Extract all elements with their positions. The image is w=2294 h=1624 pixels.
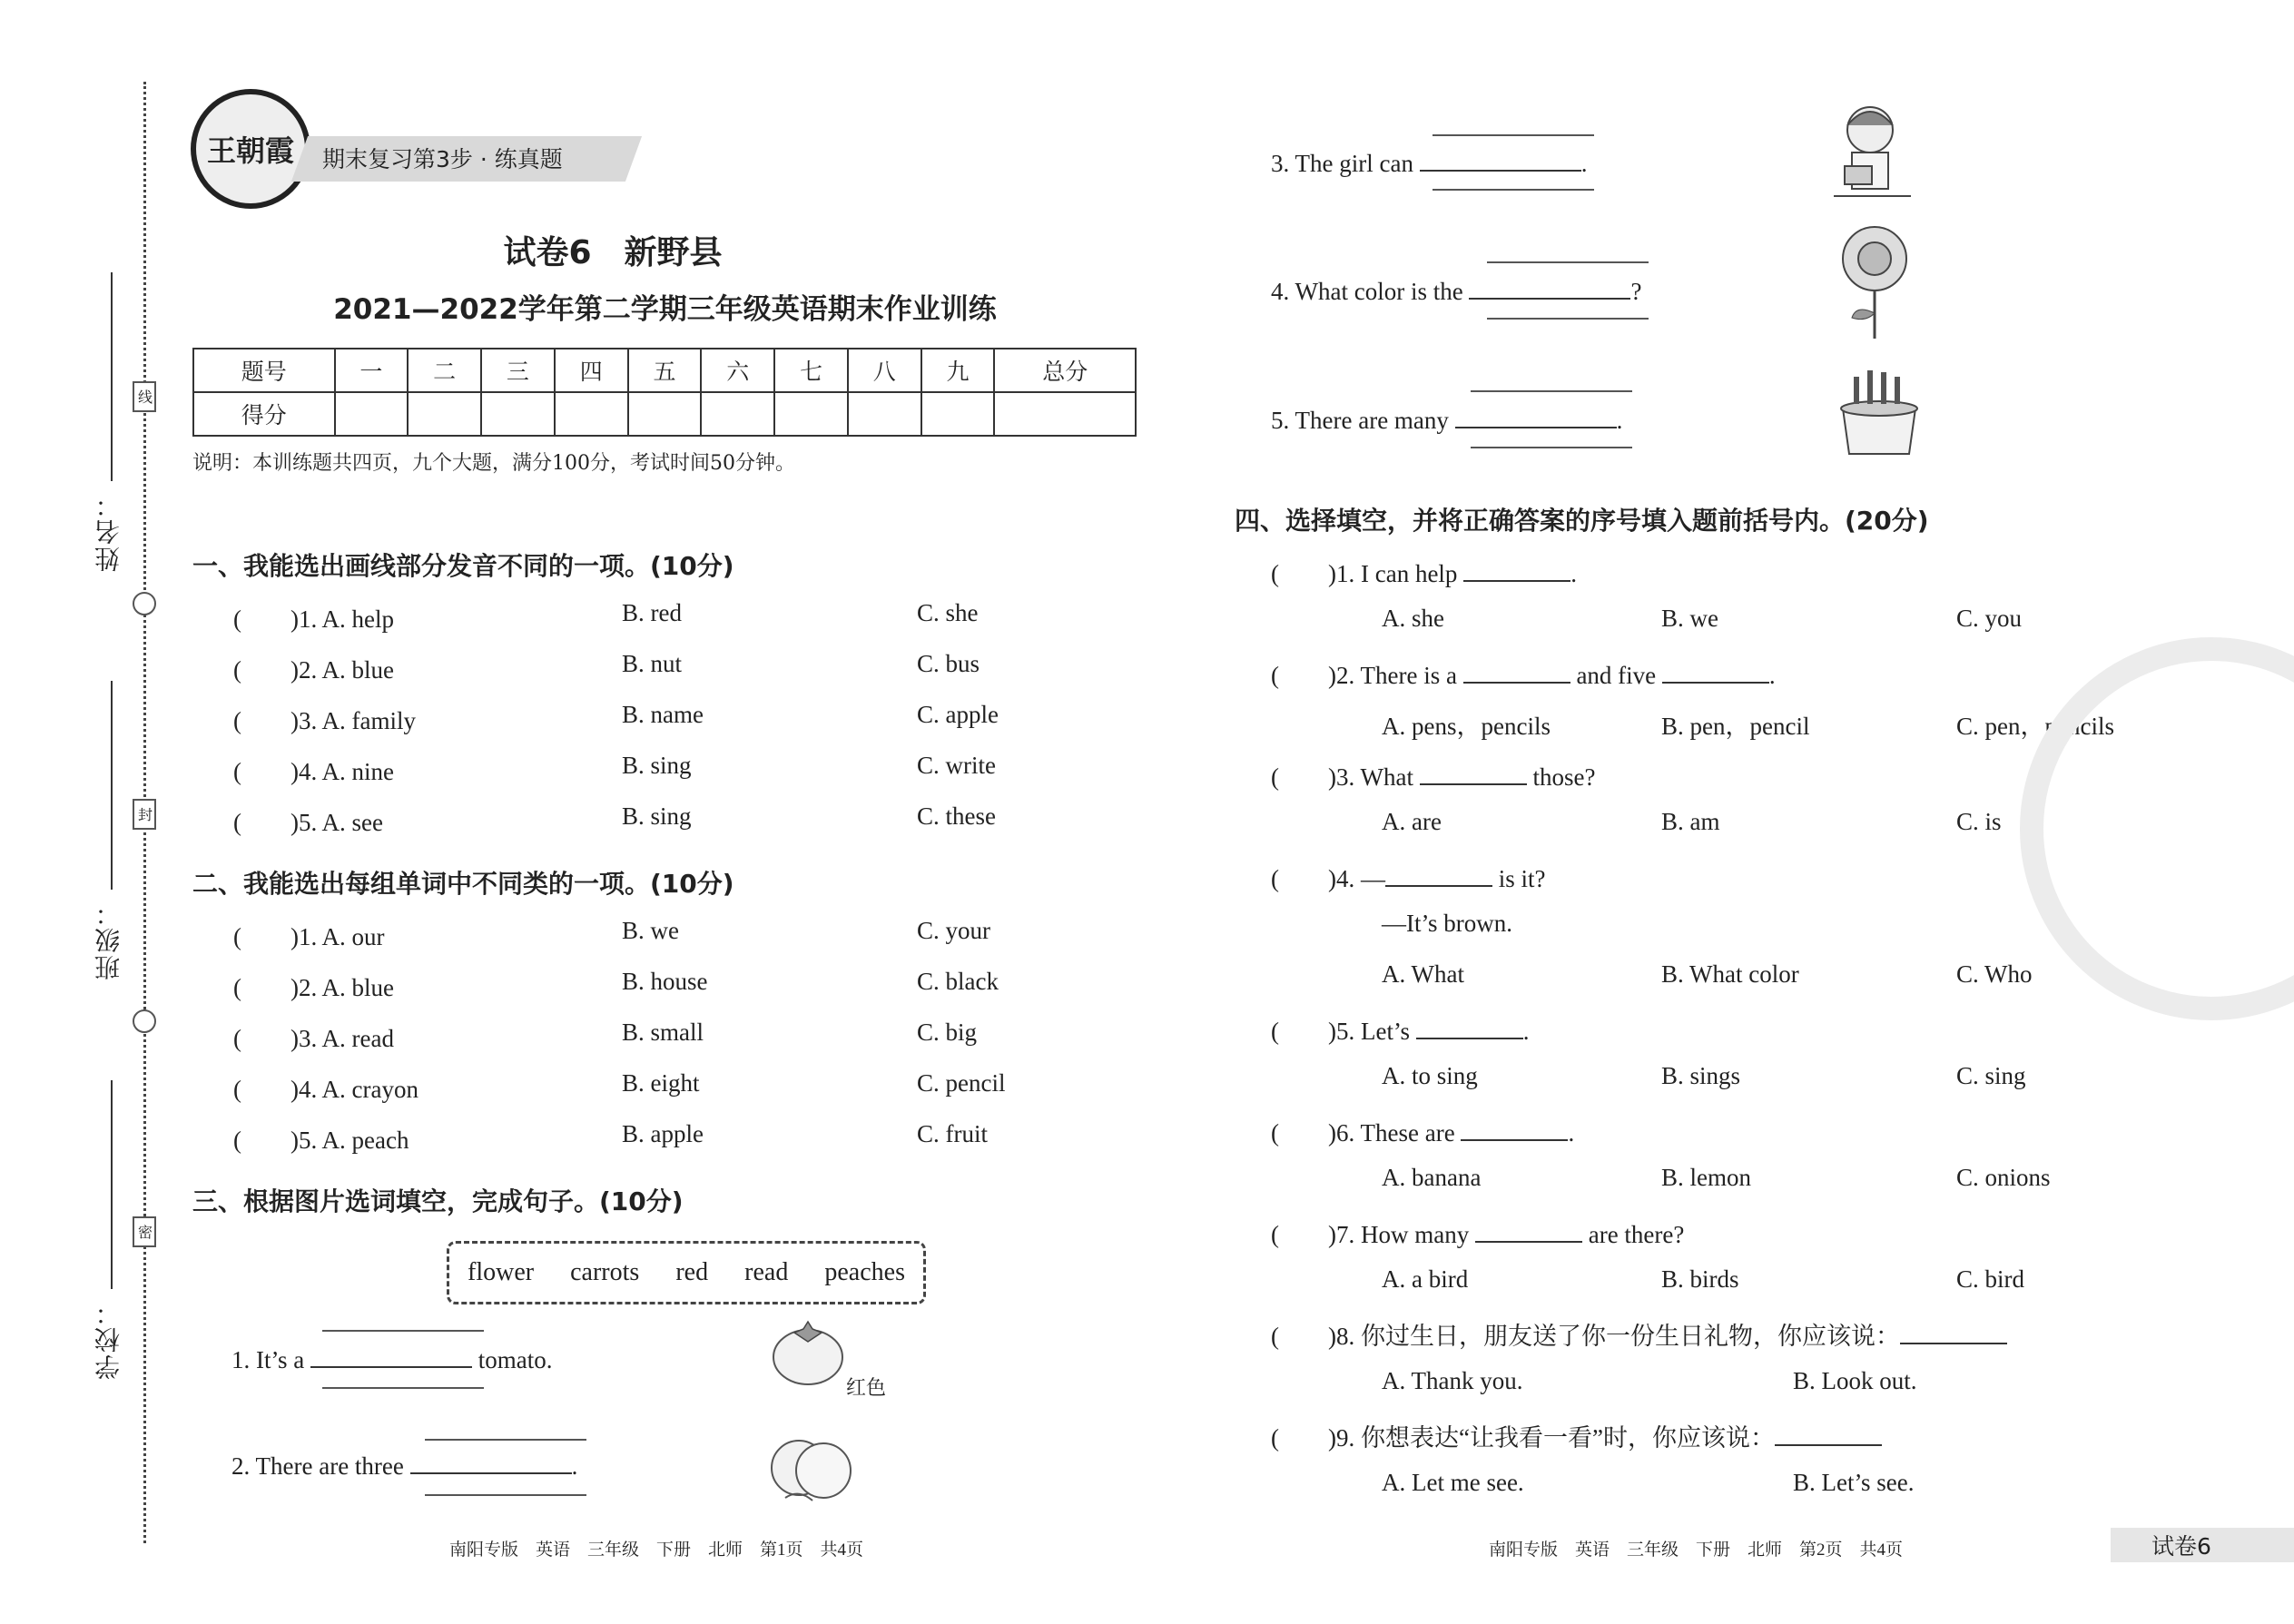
word-bank-word: red — [675, 1258, 709, 1286]
list-item[interactable]: ( )1. A. help — [233, 605, 394, 633]
score-input-cell[interactable] — [774, 392, 848, 436]
list-item[interactable]: ( )3. A. read — [233, 1025, 394, 1052]
option-b[interactable]: B. lemon — [1661, 1164, 1751, 1191]
footer-left: 南阳专版 英语 三年级 下册 北师 第1页 共4页 — [449, 1540, 864, 1560]
option-b[interactable]: B. apple — [622, 1120, 704, 1147]
girl-reading-picture — [1825, 98, 1915, 212]
answer-blank[interactable] — [410, 1472, 572, 1474]
option-b[interactable]: B. we — [1661, 605, 1718, 632]
option-a[interactable]: A. banana — [1382, 1164, 1482, 1191]
option-c[interactable]: C. fruit — [917, 1120, 988, 1147]
tomato-picture — [767, 1316, 849, 1389]
option-b[interactable]: B. small — [622, 1019, 704, 1046]
answer-blank[interactable] — [1475, 1241, 1582, 1243]
score-input-cell[interactable] — [628, 392, 702, 436]
answer-blank[interactable] — [1463, 580, 1570, 582]
page-subtitle: 2021—2022学年第二学期三年级英语期末作业训练 — [333, 293, 997, 326]
section3-title: 三、根据图片选词填空，完成句子。(10分) — [192, 1186, 684, 1216]
paper-number-tab: 试卷6 — [2111, 1528, 2294, 1562]
score-cell: 一 — [335, 349, 409, 392]
score-cell: 三 — [481, 349, 555, 392]
binding-ring — [133, 1009, 156, 1033]
option-c[interactable]: C. onions — [1956, 1164, 2051, 1191]
option-b[interactable]: B. Let’s see. — [1793, 1469, 1915, 1496]
option-c[interactable]: C. sing — [1956, 1062, 2026, 1089]
word-bank-word: read — [744, 1258, 789, 1286]
score-table-header-row — [193, 349, 1136, 392]
score-input-cell[interactable] — [701, 392, 774, 436]
word-bank-word: carrots — [570, 1258, 640, 1286]
sec4-q8[interactable]: ( )8. 你过生日，朋友送了你一份生日礼物，你应该说： — [1271, 1316, 2007, 1352]
option-b[interactable]: B. sings — [1661, 1062, 1741, 1089]
score-input-cell[interactable] — [481, 392, 555, 436]
banner-text: 期末复习第3步 · 练真题 — [322, 146, 563, 172]
option-c[interactable]: C. black — [917, 968, 999, 995]
writing-guide-line — [322, 1330, 484, 1332]
section2-title: 二、我能选出每组单词中不同类的一项。(10分) — [192, 869, 734, 899]
sec3-q4[interactable]: 4. What color is the ? — [1271, 278, 1642, 305]
option-a[interactable]: A. What — [1382, 960, 1464, 988]
list-item[interactable]: ( )2. A. blue — [233, 974, 394, 1001]
secret-watermark-stamp — [2020, 637, 2294, 1020]
sec4-q1[interactable]: ( )1. I can help . — [1271, 560, 1577, 587]
binding-ring — [133, 592, 156, 615]
instructions-note: 说明：本训练题共四页，九个大题，满分100分，考试时间50分钟。 — [192, 452, 795, 475]
writing-guide-line — [1471, 447, 1632, 448]
peaches-picture — [767, 1421, 858, 1504]
option-b[interactable]: B. sing — [622, 752, 692, 779]
option-c[interactable]: C. pen，pencils — [1956, 713, 2114, 740]
word-bank — [447, 1241, 926, 1304]
page-title: 试卷6 新野县 — [503, 234, 723, 271]
score-input-cell[interactable] — [408, 392, 481, 436]
score-cell: 总分 — [994, 349, 1136, 392]
sec3-q3[interactable]: 3. The girl can . — [1271, 150, 1588, 177]
class-line — [111, 681, 113, 890]
option-b[interactable]: B. we — [622, 917, 679, 944]
answer-blank[interactable] — [310, 1366, 472, 1368]
footer-right: 南阳专版 英语 三年级 下册 北师 第2页 共4页 — [1489, 1540, 1904, 1560]
answer-blank[interactable] — [1455, 427, 1617, 428]
option-c[interactable]: C. Who — [1956, 960, 2033, 988]
option-b[interactable]: B. What color — [1661, 960, 1799, 988]
sec4-q6[interactable]: ( )6. These are . — [1271, 1119, 1575, 1147]
brand-logo: 王朝霞 — [191, 89, 310, 209]
answer-blank[interactable] — [1385, 885, 1492, 887]
answer-blank[interactable] — [1463, 682, 1570, 684]
score-table-score-row — [193, 392, 1136, 436]
list-item[interactable]: ( )2. A. blue — [233, 656, 394, 684]
option-c[interactable]: C. your — [917, 917, 990, 944]
score-input-cell[interactable] — [555, 392, 628, 436]
list-item[interactable]: ( )4. A. nine — [233, 758, 394, 785]
answer-blank[interactable] — [1420, 783, 1527, 785]
option-a[interactable]: A. she — [1382, 605, 1444, 632]
option-b[interactable]: B. am — [1661, 808, 1720, 835]
writing-guide-line — [1487, 318, 1649, 320]
writing-guide-line — [1487, 261, 1649, 263]
score-input-cell[interactable] — [994, 392, 1136, 436]
option-a[interactable]: A. a bird — [1382, 1265, 1469, 1293]
word-bank-word: peaches — [824, 1258, 905, 1286]
score-cell: 二 — [408, 349, 481, 392]
option-c[interactable]: C. you — [1956, 605, 2023, 632]
answer-blank[interactable] — [1420, 170, 1581, 172]
writing-guide-line — [1433, 134, 1594, 136]
option-a[interactable]: A. to sing — [1382, 1062, 1478, 1089]
option-b[interactable]: B. birds — [1661, 1265, 1739, 1293]
list-item[interactable]: ( )1. A. our — [233, 923, 385, 950]
option-c[interactable]: C. write — [917, 752, 996, 779]
sec3-q5[interactable]: 5. There are many . — [1271, 407, 1623, 434]
list-item[interactable]: ( )5. A. peach — [233, 1127, 409, 1154]
seal-char-feng: 封 — [133, 799, 156, 830]
sec3-q2[interactable]: 2. There are three . — [231, 1452, 578, 1480]
sec4-q5[interactable]: ( )5. Let’s . — [1271, 1018, 1530, 1045]
sec4-q3[interactable]: ( )3. What those? — [1271, 763, 1596, 791]
writing-guide-line — [322, 1387, 484, 1389]
option-a[interactable]: A. Let me see. — [1382, 1469, 1524, 1496]
option-a[interactable]: A. Thank you. — [1382, 1367, 1523, 1394]
sec3-q1[interactable]: 1. It’s a tomato. — [231, 1346, 553, 1373]
answer-blank[interactable] — [1775, 1444, 1882, 1446]
option-b[interactable]: B. eight — [622, 1069, 700, 1097]
score-cell: 九 — [921, 349, 995, 392]
option-c[interactable]: C. big — [917, 1019, 978, 1046]
score-input-cell[interactable] — [335, 392, 409, 436]
list-item[interactable]: ( )3. A. family — [233, 707, 416, 734]
option-c[interactable]: C. pencil — [917, 1069, 1006, 1097]
word-bank-word: flower — [468, 1258, 535, 1286]
sec4-q7[interactable]: ( )7. How many are there? — [1271, 1221, 1685, 1248]
score-input-cell[interactable] — [921, 392, 995, 436]
writing-guide-line — [1433, 189, 1594, 191]
answer-blank[interactable] — [1900, 1343, 2007, 1344]
option-b[interactable]: B. house — [622, 968, 708, 995]
list-item[interactable]: ( )5. A. see — [233, 809, 383, 836]
score-cell: 四 — [555, 349, 628, 392]
class-label: 班级： — [94, 899, 123, 980]
option-a[interactable]: A. are — [1382, 808, 1442, 835]
school-label: 学校： — [94, 1298, 123, 1380]
score-cell: 六 — [701, 349, 774, 392]
sec4-q2[interactable]: ( )2. There is a and five . — [1271, 662, 1776, 689]
option-b[interactable]: B. red — [622, 599, 682, 626]
sec4-q4-line2: —It’s brown. — [1382, 910, 1512, 937]
score-cell: 八 — [848, 349, 921, 392]
sec4-q9[interactable]: ( )9. 你想表达“让我看一看”时，你应该说： — [1271, 1418, 1882, 1453]
option-c[interactable]: C. bird — [1956, 1265, 2025, 1293]
option-b[interactable]: B. Look out. — [1793, 1367, 1917, 1394]
score-table — [192, 348, 1137, 437]
sec4-q4[interactable]: ( )4. — is it? — [1271, 865, 1546, 892]
school-line — [111, 1080, 113, 1289]
option-c[interactable]: C. she — [917, 599, 979, 626]
option-b[interactable]: B. sing — [622, 802, 692, 830]
score-cell: 七 — [774, 349, 848, 392]
writing-guide-line — [1471, 390, 1632, 392]
list-item[interactable]: ( )4. A. crayon — [233, 1076, 418, 1103]
rose-flower-picture — [1834, 222, 1915, 340]
option-c[interactable]: C. bus — [917, 650, 980, 677]
option-c[interactable]: C. these — [917, 802, 996, 830]
writing-guide-line — [425, 1439, 586, 1441]
option-c[interactable]: C. apple — [917, 701, 999, 728]
carrots-basket-picture — [1829, 363, 1929, 463]
tomato-color-label: 红色 — [846, 1377, 887, 1400]
answer-blank[interactable] — [1416, 1038, 1523, 1039]
option-b[interactable]: B. pen，pencil — [1661, 713, 1810, 740]
score-cell: 题号 — [193, 349, 335, 392]
name-label: 姓名： — [94, 490, 123, 572]
writing-guide-line — [425, 1494, 586, 1496]
option-a[interactable]: A. pens，pencils — [1382, 713, 1551, 740]
answer-blank[interactable] — [1469, 298, 1630, 300]
section4-title: 四、选择填空，并将正确答案的序号填入题前括号内。(20分) — [1235, 506, 1929, 536]
option-b[interactable]: B. nut — [622, 650, 683, 677]
option-c[interactable]: C. is — [1956, 808, 2002, 835]
option-b[interactable]: B. name — [622, 701, 704, 728]
answer-blank[interactable] — [1461, 1139, 1568, 1141]
seal-char-xian: 线 — [133, 381, 156, 412]
seal-char-mi: 密 — [133, 1216, 156, 1247]
answer-blank[interactable] — [1662, 682, 1769, 684]
score-input-cell[interactable] — [848, 392, 921, 436]
section1-title: 一、我能选出画线部分发音不同的一项。(10分) — [192, 551, 734, 581]
score-row-label: 得分 — [193, 392, 335, 436]
score-cell: 五 — [628, 349, 702, 392]
